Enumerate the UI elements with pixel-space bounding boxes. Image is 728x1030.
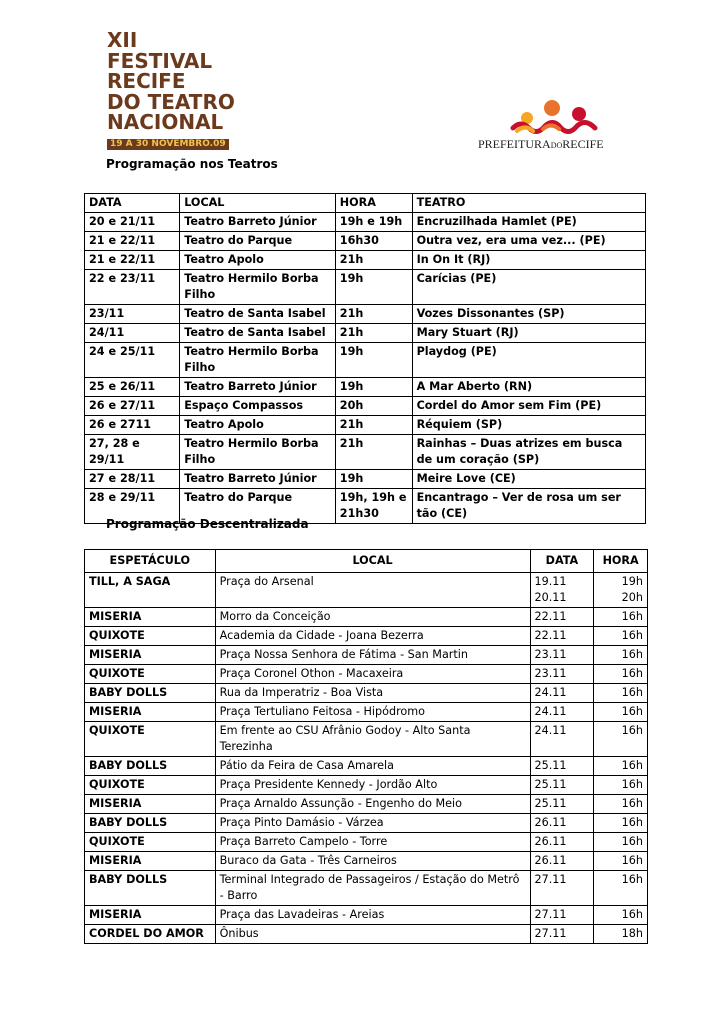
cell-teatro: Encantrago – Ver de rosa um ser tão (CE) <box>412 489 645 524</box>
cell-data: 25.11 <box>530 757 594 776</box>
table-row <box>85 416 646 435</box>
cell-data: 24/11 <box>85 324 180 343</box>
festival-logo-line: FESTIVAL <box>107 48 213 73</box>
cell-hora: 16h <box>594 814 648 833</box>
header-teatro: TEATRO <box>412 194 645 213</box>
cell-local: Teatro do Parque <box>180 232 336 251</box>
cell-hora: 19h <box>335 270 412 305</box>
cell-local: Buraco da Gata - Três Carneiros <box>215 852 530 871</box>
cell-espetaculo: MISERIA <box>85 608 216 627</box>
prefeitura-name: PREFEITURADORECIFE <box>478 137 604 151</box>
cell-local: Teatro Apolo <box>180 251 336 270</box>
cell-teatro: Réquiem (SP) <box>412 416 645 435</box>
table-row <box>85 251 646 270</box>
cell-local: Academia da Cidade - Joana Bezerra <box>215 627 530 646</box>
header-hora: HORA <box>594 550 648 573</box>
cell-hora: 16h <box>594 703 648 722</box>
header-data: DATA <box>530 550 594 573</box>
cell-data: 26.11 <box>530 833 594 852</box>
section-title-teatros: Programação nos Teatros <box>106 157 278 171</box>
header-local: LOCAL <box>215 550 530 573</box>
cell-teatro: Playdog (PE) <box>412 343 645 378</box>
table-row <box>85 684 648 703</box>
cell-data: 26 e 2711 <box>85 416 180 435</box>
cell-data: 24 e 25/11 <box>85 343 180 378</box>
cell-local: Teatro Barreto Júnior <box>180 213 336 232</box>
festival-logo-line: XII <box>107 28 138 52</box>
cell-local: Praça Tertuliano Feitosa - Hipódromo <box>215 703 530 722</box>
table-row <box>85 627 648 646</box>
cell-hora: 21h <box>335 251 412 270</box>
table-row <box>85 871 648 906</box>
cell-local: Teatro Barreto Júnior <box>180 470 336 489</box>
cell-teatro: In On It (RJ) <box>412 251 645 270</box>
teatros-table <box>84 193 646 524</box>
cell-data: 25.11 <box>530 776 594 795</box>
cell-hora: 21h <box>335 305 412 324</box>
header-hora: HORA <box>335 194 412 213</box>
cell-hora: 16h30 <box>335 232 412 251</box>
cell-local: Praça Nossa Senhora de Fátima - San Martin <box>215 646 530 665</box>
cell-local: Teatro Barreto Júnior <box>180 378 336 397</box>
table-row <box>85 776 648 795</box>
cell-local: Rua da Imperatriz - Boa Vista <box>215 684 530 703</box>
cell-local: Teatro Hermilo Borba Filho <box>180 435 336 470</box>
table-row <box>85 646 648 665</box>
cell-teatro: Outra vez, era uma vez... (PE) <box>412 232 645 251</box>
header-local: LOCAL <box>180 194 336 213</box>
table-row <box>85 270 646 305</box>
cell-local: Ônibus <box>215 925 530 944</box>
table-header-row <box>85 550 648 573</box>
cell-data: 22.11 <box>530 608 594 627</box>
table-row <box>85 305 646 324</box>
cell-espetaculo: QUIXOTE <box>85 627 216 646</box>
cell-local: Praça Pinto Damásio - Várzea <box>215 814 530 833</box>
cell-data: 23.11 <box>530 665 594 684</box>
table-row <box>85 213 646 232</box>
cell-local: Praça Coronel Othon - Macaxeira <box>215 665 530 684</box>
table-row <box>85 324 646 343</box>
cell-local: Teatro de Santa Isabel <box>180 324 336 343</box>
cell-espetaculo: QUIXOTE <box>85 833 216 852</box>
table-row <box>85 906 648 925</box>
cell-local: Em frente ao CSU Afrânio Godoy - Alto Santa Terezinha <box>215 722 530 757</box>
table-row <box>85 470 646 489</box>
cell-hora: 19h <box>335 470 412 489</box>
cell-data: 27, 28 e 29/11 <box>85 435 180 470</box>
cell-data: 28 e 29/11 <box>85 489 180 524</box>
cell-hora: 16h <box>594 852 648 871</box>
cell-data: 24.11 <box>530 703 594 722</box>
cell-espetaculo: MISERIA <box>85 795 216 814</box>
table-row <box>85 232 646 251</box>
cell-data: 22.11 <box>530 627 594 646</box>
cell-hora: 16h <box>594 833 648 852</box>
cell-data: 25 e 26/11 <box>85 378 180 397</box>
table-header-row <box>85 194 646 213</box>
cell-espetaculo: MISERIA <box>85 646 216 665</box>
cell-espetaculo: MISERIA <box>85 906 216 925</box>
cell-data: 27.11 <box>530 871 594 906</box>
descentralizada-table-body <box>85 573 648 944</box>
cell-local: Teatro de Santa Isabel <box>180 305 336 324</box>
cell-local: Espaço Compassos <box>180 397 336 416</box>
cell-local: Teatro Apolo <box>180 416 336 435</box>
cell-hora: 16h <box>594 646 648 665</box>
cell-local: Praça das Lavadeiras - Areias <box>215 906 530 925</box>
festival-logo <box>107 28 235 150</box>
cell-data: 24.11 <box>530 722 594 757</box>
cell-local: Terminal Integrado de Passageiros / Estação do Metrô - Barro <box>215 871 530 906</box>
cell-data: 26 e 27/11 <box>85 397 180 416</box>
cell-hora: 16h <box>594 684 648 703</box>
table-row <box>85 722 648 757</box>
cell-espetaculo: CORDEL DO AMOR <box>85 925 216 944</box>
cell-teatro: Carícias (PE) <box>412 270 645 305</box>
festival-logo-line: RECIFE <box>107 69 186 93</box>
cell-local: Morro da Conceição <box>215 608 530 627</box>
cell-local: Pátio da Feira de Casa Amarela <box>215 757 530 776</box>
cell-hora: 16h <box>594 722 648 757</box>
header-data: DATA <box>85 194 180 213</box>
festival-logo-line: DO TEATRO <box>107 89 235 114</box>
table-row <box>85 852 648 871</box>
table-row <box>85 343 646 378</box>
cell-data: 22 e 23/11 <box>85 270 180 305</box>
cell-hora: 19h e 19h <box>335 213 412 232</box>
cell-espetaculo: QUIXOTE <box>85 776 216 795</box>
cell-data: 27.11 <box>530 906 594 925</box>
cell-data: 21 e 22/11 <box>85 251 180 270</box>
cell-hora: 16h <box>594 627 648 646</box>
cell-hora: 19h <box>335 343 412 378</box>
cell-data: 26.11 <box>530 814 594 833</box>
table-row <box>85 757 648 776</box>
table-row <box>85 833 648 852</box>
cell-espetaculo: BABY DOLLS <box>85 871 216 906</box>
cell-data: 20 e 21/11 <box>85 213 180 232</box>
cell-data: 23/11 <box>85 305 180 324</box>
cell-teatro: Vozes Dissonantes (SP) <box>412 305 645 324</box>
cell-data: 24.11 <box>530 684 594 703</box>
table-row <box>85 703 648 722</box>
cell-hora: 21h <box>335 324 412 343</box>
cell-data: 21 e 22/11 <box>85 232 180 251</box>
cell-espetaculo: TILL, A SAGA <box>85 573 216 608</box>
cell-teatro: Rainhas – Duas atrizes em busca de um coração (SP) <box>412 435 645 470</box>
cell-data: 23.11 <box>530 646 594 665</box>
cell-hora: 18h <box>594 925 648 944</box>
cell-data: 27 e 28/11 <box>85 470 180 489</box>
cell-espetaculo: QUIXOTE <box>85 665 216 684</box>
cell-local: Praça Barreto Campelo - Torre <box>215 833 530 852</box>
cell-espetaculo: QUIXOTE <box>85 722 216 757</box>
cell-espetaculo: MISERIA <box>85 703 216 722</box>
table-row <box>85 795 648 814</box>
descentralizada-table <box>84 549 648 944</box>
cell-hora: 20h <box>335 397 412 416</box>
cell-hora: 16h <box>594 757 648 776</box>
cell-hora: 16h <box>594 608 648 627</box>
cell-hora: 16h <box>594 776 648 795</box>
table-row <box>85 397 646 416</box>
cell-local: Praça Arnaldo Assunção - Engenho do Meio <box>215 795 530 814</box>
cell-data: 25.11 <box>530 795 594 814</box>
section-title-descentralizada: Programação Descentralizada <box>106 517 309 531</box>
table-row <box>85 573 648 608</box>
table-row <box>85 814 648 833</box>
cell-hora: 19h, 19h e 21h30 <box>335 489 412 524</box>
prefeitura-logo <box>478 98 628 152</box>
prefeitura-emblem-icon <box>503 98 603 136</box>
cell-espetaculo: BABY DOLLS <box>85 814 216 833</box>
cell-teatro: Meire Love (CE) <box>412 470 645 489</box>
cell-local: Teatro Hermilo Borba Filho <box>180 343 336 378</box>
cell-espetaculo: BABY DOLLS <box>85 684 216 703</box>
cell-espetaculo: BABY DOLLS <box>85 757 216 776</box>
festival-logo-line: NACIONAL <box>107 110 224 134</box>
cell-hora: 16h <box>594 871 648 906</box>
cell-teatro: A Mar Aberto (RN) <box>412 378 645 397</box>
table-row <box>85 608 648 627</box>
teatros-table-body <box>85 213 646 524</box>
cell-hora: 19h <box>335 378 412 397</box>
cell-teatro: Mary Stuart (RJ) <box>412 324 645 343</box>
cell-local: Praça Presidente Kennedy - Jordão Alto <box>215 776 530 795</box>
table-row <box>85 665 648 684</box>
festival-dates: 19 A 30 NOVEMBRO.09 <box>107 139 229 150</box>
cell-hora: 19h 20h <box>594 573 648 608</box>
cell-hora: 21h <box>335 416 412 435</box>
cell-teatro: Cordel do Amor sem Fim (PE) <box>412 397 645 416</box>
cell-local: Praça do Arsenal <box>215 573 530 608</box>
header-espetaculo: ESPETÁCULO <box>85 550 216 573</box>
cell-hora: 16h <box>594 906 648 925</box>
cell-hora: 16h <box>594 665 648 684</box>
table-row <box>85 378 646 397</box>
cell-local: Teatro Hermilo Borba Filho <box>180 270 336 305</box>
table-row <box>85 435 646 470</box>
cell-data: 27.11 <box>530 925 594 944</box>
cell-data: 19.11 20.11 <box>530 573 594 608</box>
table-row <box>85 925 648 944</box>
cell-espetaculo: MISERIA <box>85 852 216 871</box>
cell-hora: 21h <box>335 435 412 470</box>
cell-teatro: Encruzilhada Hamlet (PE) <box>412 213 645 232</box>
cell-local: Teatro do Parque <box>180 489 336 524</box>
cell-data: 26.11 <box>530 852 594 871</box>
cell-hora: 16h <box>594 795 648 814</box>
